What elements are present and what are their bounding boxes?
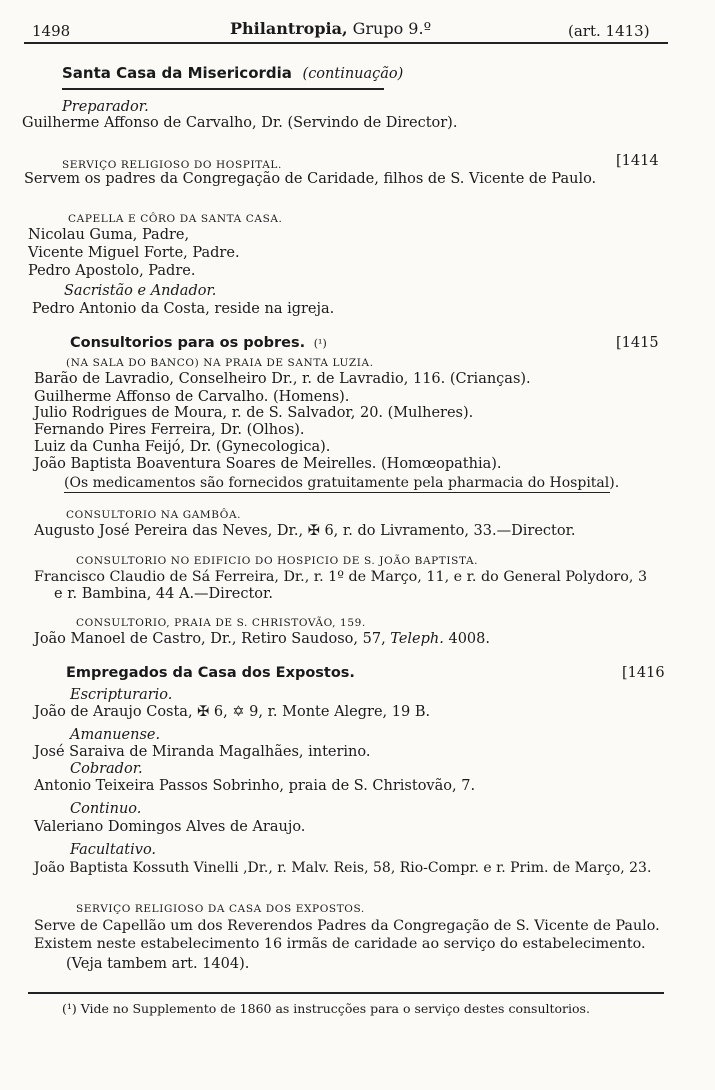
capella-line-3: Pedro Apostolo, Padre. xyxy=(28,263,196,279)
consultorios-heading xyxy=(70,334,327,353)
praia-line xyxy=(34,630,490,648)
header-rule xyxy=(24,42,668,44)
consultorio-line-6: João Baptista Boaventura Soares de Meirelles. (Homœopathia). xyxy=(34,456,502,472)
consultorio-line-7: (Os medicamentos são fornecidos gratuitamente pela pharmacia do Hospital). xyxy=(64,475,620,491)
consultorio-line-5: Luiz da Cunha Feijó, Dr. (Gynecologica). xyxy=(34,439,331,455)
continuo-name: Valeriano Domingos Alves de Araujo. xyxy=(34,819,306,835)
expostos-heading: Empregados da Casa dos Expostos. xyxy=(66,665,355,681)
servico-article-number: [1414 xyxy=(616,153,659,169)
consultorio-line-1: Barão de Lavradio, Conselheiro Dr., r. de Lavradio, 116. (Crianças). xyxy=(34,371,531,387)
praia-teleph-label: Teleph. xyxy=(390,631,444,647)
consultorio-line-4: Fernando Pires Ferreira, Dr. (Olhos). xyxy=(34,422,305,438)
section-title xyxy=(62,64,403,83)
preparador-label: Preparador. xyxy=(62,99,149,115)
consultorio-line-2: Guilherme Affonso de Carvalho. (Homens). xyxy=(34,389,350,405)
running-title-rest: Grupo 9.º xyxy=(347,19,432,38)
amanuense-label: Amanuense. xyxy=(70,727,161,743)
consultorios-subheading: (NA SALA DO BANCO) NA PRAIA DE SANTA LUZIA. xyxy=(66,357,374,369)
praia-teleph-number: 4008. xyxy=(448,631,490,647)
section-title-rule xyxy=(62,88,384,90)
expostos-article-number: [1416 xyxy=(622,665,665,681)
footnote: (¹) Vide no Supplemento de 1860 as instrucções para o serviço destes consultorios. xyxy=(62,1001,590,1016)
servico-expostos-line-3: (Veja tambem art. 1404). xyxy=(66,956,250,972)
hospicio-heading: CONSULTORIO NO EDIFICIO DO HOSPICIO DE S. JOÃO BAPTISTA. xyxy=(76,555,479,567)
consultorios-rule xyxy=(64,492,610,493)
hospicio-line-2: e r. Bambina, 44 A.—Director. xyxy=(54,586,273,602)
consultorios-article-number: [1415 xyxy=(616,335,659,351)
servico-expostos-heading: SERVIÇO RELIGIOSO DA CASA DOS EXPOSTOS. xyxy=(76,903,365,915)
cobrador-label: Cobrador. xyxy=(70,761,143,777)
escripturario-name: João de Araujo Costa, ✠ 6, ✡ 9, r. Monte Alegre, 19 B. xyxy=(34,704,431,720)
running-title-bold: Philantropia, xyxy=(230,19,348,38)
preparador-name: Guilherme Affonso de Carvalho, Dr. (Servindo de Director). xyxy=(22,115,458,131)
sacristao-name: Pedro Antonio da Costa, reside na igreja. xyxy=(32,301,335,317)
servico-expostos-line-2: Existem neste estabelecimento 16 irmãs de caridade ao serviço do estabelecimento. xyxy=(34,936,646,952)
section-title-text: Santa Casa da Misericordia xyxy=(62,64,292,82)
facultativo-label: Facultativo. xyxy=(70,842,157,858)
escripturario-label: Escripturario. xyxy=(70,687,173,703)
consultorios-title: Consultorios para os pobres. xyxy=(70,335,306,351)
running-title xyxy=(230,20,431,38)
servico-expostos-line-1: Serve de Capellão um dos Reverendos Padres da Congregação de S. Vicente de Paulo. xyxy=(34,918,660,934)
article-ref: (art. 1413) xyxy=(568,22,650,40)
praia-heading: CONSULTORIO, PRAIA DE S. CHRISTOVÃO, 159. xyxy=(76,617,366,629)
page-number: 1498 xyxy=(32,22,71,40)
hospicio-line-1: Francisco Claudio de Sá Ferreira, Dr., r. 1º de Março, 11, e r. do General Polydoro, 3 xyxy=(34,569,648,585)
servico-heading: SERVIÇO RELIGIOSO DO HOSPITAL. xyxy=(62,159,282,171)
gamboa-heading: CONSULTORIO NA GAMBÔA. xyxy=(66,509,242,521)
capella-line-2: Vicente Miguel Forte, Padre. xyxy=(28,245,240,261)
gamboa-line: Augusto José Pereira das Neves, Dr., ✠ 6, r. do Livramento, 33.—Director. xyxy=(34,523,576,539)
footnote-rule xyxy=(28,992,664,994)
capella-line-1: Nicolau Guma, Padre, xyxy=(28,227,190,243)
section-continuation: (continuação) xyxy=(302,66,404,82)
continuo-label: Continuo. xyxy=(70,801,142,817)
consultorio-line-3: Julio Rodrigues de Moura, r. de S. Salvador, 20. (Mulheres). xyxy=(34,405,474,421)
facultativo-name: João Baptista Kossuth Vinelli ,Dr., r. Malv. Reis, 58, Rio-Compr. e r. Prim. de Março, 23. xyxy=(34,860,652,876)
praia-name: João Manoel de Castro, Dr., Retiro Saudoso, 57, xyxy=(34,631,386,647)
sacristao-label: Sacristão e Andador. xyxy=(64,283,217,299)
capella-heading: CAPELLA E CÔRO DA SANTA CASA. xyxy=(68,213,283,225)
cobrador-name: Antonio Teixeira Passos Sobrinho, praia de S. Christovão, 7. xyxy=(34,778,476,794)
amanuense-name: José Saraiva de Miranda Magalhães, interino. xyxy=(34,744,371,760)
servico-text: Servem os padres da Congregação de Caridade, filhos de S. Vicente de Paulo. xyxy=(24,171,597,187)
consultorios-footnote-ref: (¹) xyxy=(313,337,327,350)
